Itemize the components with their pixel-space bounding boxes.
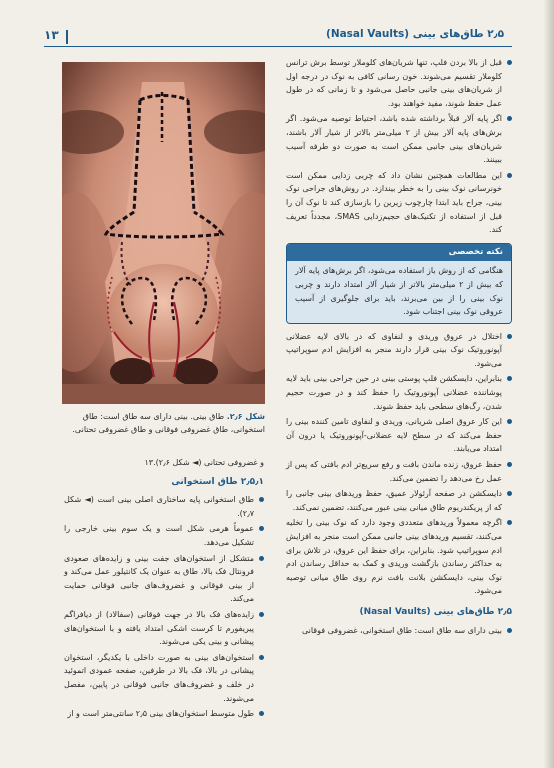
- page-binding-shadow: [544, 0, 554, 768]
- list-item: طاق استخوانی پایه ساختاری اصلی بینی است (◄ شکل ۲٫۷).: [64, 493, 264, 520]
- list-item: طول متوسط استخوان‌های بینی ۲٫۵ سانتی‌متر است و از: [64, 707, 264, 721]
- page-header: [44, 26, 512, 47]
- left-bullet-list: [64, 493, 264, 721]
- figure-caption-label: شکل ۲٫۶.: [226, 412, 265, 421]
- list-item: اگرچه معمولاً وریدهای متعددی وجود دارد که نوک بینی را تخلیه می‌کنند، تقسیم وریدهای بینی جانبی ممکن است منجر به افزایش ادم سوپراتیپ شود. بنابراین، برای حفظ این عروق، در تلاش برای به حداکثر رساندن بازگشت وریدی و کمک به حداقل رساندن ادم نوک بینی، دایسکشن بلانت بافت نرم روی طاق میانی توصیه می‌شود.: [286, 516, 512, 598]
- section-title-nasal-vaults: ۲٫۵ طاق‌های بینی (Nasal Vaults): [359, 606, 512, 617]
- list-item: بنابراین، دایسکشن فلپ پوستی بینی در حین جراحی بینی باید لایه پوشاننده عضلانی آپونوروتیک را حفظ کند و در صورت حجیم شدن، رگ‌های سطحی باید حفظ شوند.: [286, 372, 512, 413]
- left-column: [64, 456, 264, 723]
- list-item: بینی دارای سه طاق است: طاق استخوانی، غضروفی فوقانی: [286, 624, 512, 638]
- list-item: این مطالعات همچنین نشان داد که چربی زدایی ممکن است خونرسانی نوک بینی را به خطر بیندازد. در روش‌های جراحی نوک بینی، جراح باید ابتدا چارچوب زیرین را بازسازی کند تا نوک آن را قبل از استفاده از تکنیک‌های حجیم‌زدایی SMAS، مجدداً تعریف کند.: [286, 169, 512, 237]
- running-title: ۲٫۵ طاق‌های بینی (Nasal Vaults): [326, 28, 504, 40]
- expert-tip-text: هنگامی که از روش باز استفاده می‌شود، اگر برش‌های پایه آلار که بیش از ۲ میلی‌متر بالاتر از شیار آلار امتداد دارند و چربی نوک بینی را از بین می‌برند، باید برای جلوگیری از آسیب عروقی نوک بینی اجتناب شود.: [287, 261, 511, 322]
- list-item: حفظ عروق، زنده ماندن بافت و رفع سریع‌تر ادم بافتی که پس از عمل رخ می‌دهد را تضمین می‌کند.: [286, 458, 512, 485]
- right-column: [286, 56, 512, 639]
- list-item: اگر پایه آلار قبلاً برداشته شده باشد، احتیاط توصیه می‌شود. اگر برش‌های پایه آلار بیش از ۲ میلی‌متر بالاتر از شیار آلار باشند، شریان‌های بینی جانبی ممکن است به صورت دو طرفه آسیب ببینند.: [286, 112, 512, 166]
- list-item: عموماً هرمی شکل است و یک سوم بینی خارجی را تشکیل می‌دهد.: [64, 522, 264, 549]
- list-item: دایسکشن در صفحه آرئولار عمیق، حفظ وریدهای بینی جانبی را که از پریکندریوم طاق میانی بینی عبور می‌کنند، تضمین نمی‌کند.: [286, 487, 512, 514]
- nose-illustration: [62, 62, 265, 404]
- list-item: متشکل از استخوان‌های جفت بینی و زایده‌های صعودی فرونتال فک بالا، طاق به عنوان یک کانتیلور عمل می‌کند و از بینی فوقانی و غضروف‌های جانبی فوقانی حمایت می‌کند.: [64, 552, 264, 606]
- list-item: زایده‌های فک بالا در جهت فوقانی (سفالاد) از دیافراگم پیریفورم تا کرست اشکی امتداد یافته و با استخوان‌های پیشانی و بینی یکی می‌شوند.: [64, 608, 264, 649]
- expert-tip-box: [286, 243, 512, 324]
- nose-photo: [62, 62, 265, 404]
- section-title-bony-vault: ۲٫۵٫۱ طاق استخوانی: [171, 476, 264, 487]
- page-number: ۱۳: [44, 28, 59, 42]
- list-item: این کار عروق اصلی شریانی، وریدی و لنفاوی تامین کننده بینی را حفظ می‌کند که در سطح لایه عضلانی-آپونوروتیک یا درون آن امتداد می‌یابند.: [286, 415, 512, 456]
- right-bullet-list-top: [286, 56, 512, 237]
- right-bullet-list-bottom: [286, 330, 512, 598]
- right-bullet-list-final: [286, 624, 512, 638]
- figure-caption: [62, 410, 265, 436]
- header-divider: [66, 30, 68, 44]
- expert-tip-title: نکته تخصصی: [287, 244, 511, 262]
- list-item: اختلال در عروق وریدی و لنفاوی که در بالای لایه عضلانی آپونوروتیک نوک بینی قرار دارند منجر به افزایش ادم سوپراتیپ می‌شود.: [286, 330, 512, 371]
- list-item: قبل از بالا بردن فلپ، تنها شریان‌های کلوملار توسط برش ترانس کلوملار تقسیم می‌شوند. خون رسانی کافی به نوک در درجه اول از شریان‌های بینی جانبی حاصل می‌شود و تا زمانی که در طول عمل حفظ شوند، مفید خواهند بود.: [286, 56, 512, 110]
- list-item: استخوان‌های بینی به صورت داخلی با یکدیگر، استخوان پیشانی در بالا، فک بالا در طرفین، صفحه عمودی اتموئید در خلف و غضروف‌های جانبی فوقانی در پایین، مفصل می‌شوند.: [64, 651, 264, 705]
- left-intro: و غضروفی تحتانی (◄ شکل ۲٫۶).۱۳: [144, 458, 264, 467]
- figure-caption-text: طاق بینی. بینی دارای سه طاق است: طاق استخوانی، طاق غضروفی فوقانی و طاق غضروفی تحتانی.: [72, 412, 265, 434]
